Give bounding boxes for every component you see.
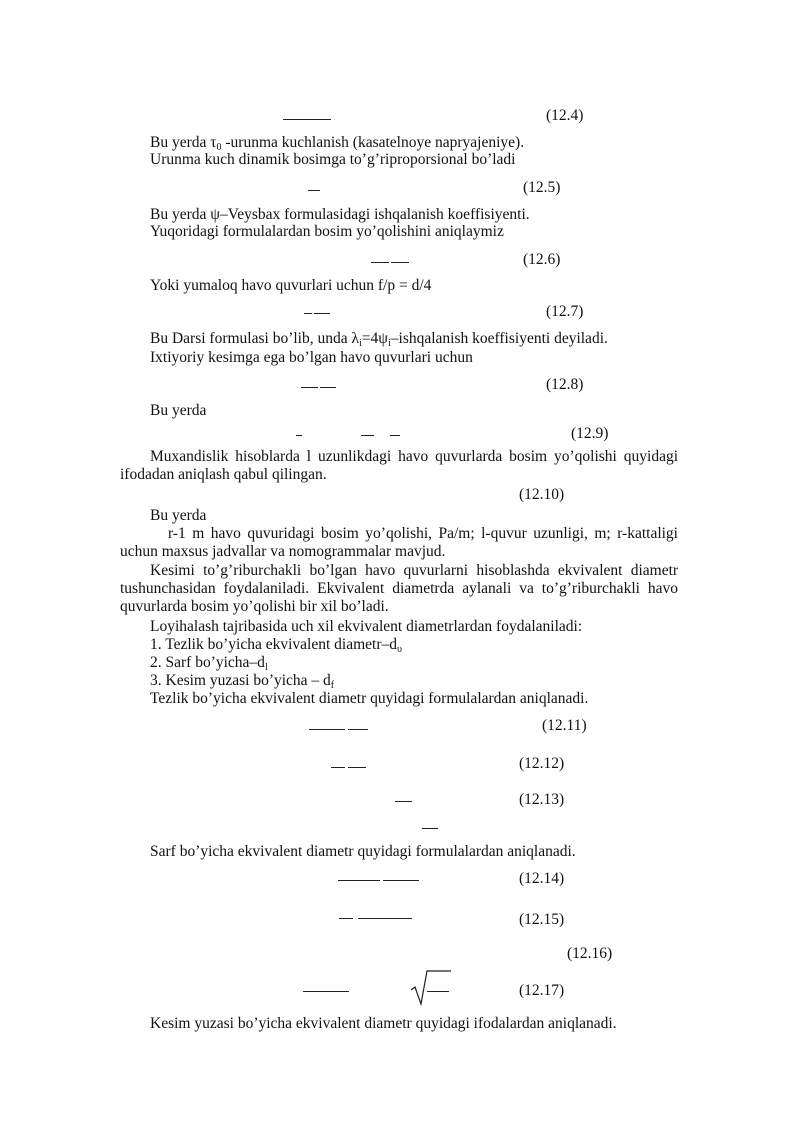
fraction-bar <box>395 801 412 802</box>
paragraph-line: Kesim yuzasi bo’yicha ekvivalent diametr quyidagi ifodalardan aniqlanadi. <box>150 1015 617 1032</box>
paragraph-line-justified: Kesimi to’g’riburchakli bo’lgan havo quvurlarni hisoblashda ekvivalent diametr <box>150 562 679 579</box>
equation-number: (12.7) <box>546 303 584 320</box>
fraction-bar <box>339 918 353 919</box>
equation-number: (12.10) <box>519 486 565 503</box>
fraction-bar <box>296 435 302 436</box>
fraction-bar <box>320 387 336 388</box>
paragraph-line: Bu Darsi formulasi bo’lib, unda $\lambda_i=4\psi_i$–ishqalanish koeffisiyenti deyiladi. <box>150 330 608 349</box>
equation-number: (12.13) <box>519 791 565 808</box>
paragraph-line: Bu yerda <box>150 402 207 419</box>
equation-number: (12.11) <box>542 717 587 734</box>
paragraph-line: Sarf bo’yicha ekvivalent diametr quyidagi formulalardan aniqlanadi. <box>150 843 576 860</box>
fraction-bar <box>348 767 366 768</box>
paragraph-line: Bu yerda <box>150 507 207 524</box>
paragraph-line: ifodadan aniqlash qabul qilingan. <box>120 466 327 483</box>
paragraph-line: Bu yerda $\tau_0$ -urunma kuchlanish (kasatelnoye napryajeniye). <box>150 134 525 153</box>
fraction-bar <box>361 435 374 436</box>
square-root-icon <box>410 968 452 1008</box>
paragraph-line: uchun maxsus jadvallar va nomogrammalar mavjud. <box>120 543 446 560</box>
fraction-bar <box>301 387 318 388</box>
equation-number: (12.17) <box>519 982 565 999</box>
equation-number: (12.4) <box>546 107 584 124</box>
list-item: 3. Kesim yuzasi bo’yicha – $d_f$ <box>150 672 335 691</box>
fraction-bar <box>391 262 409 263</box>
fraction-bar <box>304 313 312 314</box>
equation-number: (12.9) <box>571 425 609 442</box>
fraction-bar <box>358 918 412 919</box>
paragraph-line: quvurlarda bosim yo’qolishi bir xil bo’ladi. <box>120 598 389 615</box>
paragraph-line: Loyihalash tajribasida uch xil ekvivalent diametrlardan foydalaniladi: <box>150 618 583 635</box>
equation-number: (12.16) <box>567 945 613 962</box>
paragraph-line: Ixtiyoriy kesimga ega bo’lgan havo quvurlari uchun <box>150 349 473 366</box>
fraction-bar <box>338 880 380 881</box>
paragraph-line: Bu yerda ψ–Veysbax formulasidagi ishqalanish koeffisiyenti. <box>150 206 530 223</box>
equation-number: (12.8) <box>546 376 584 393</box>
fraction-bar <box>371 262 389 263</box>
equation-number: (12.12) <box>519 755 565 772</box>
paragraph-line: Yoki yumaloq havo quvurlari uchun f/p = d/4 <box>150 277 432 294</box>
fraction-bar <box>422 828 438 829</box>
paragraph-line: Yuqoridagi formulalardan bosim yo’qolishini aniqlaymiz <box>150 223 504 240</box>
fraction-bar <box>331 767 345 768</box>
fraction-bar <box>308 190 320 191</box>
list-item: 1. Tezlik bo’yicha ekvivalent diametr–$d_\upsilon$ <box>150 636 402 655</box>
fraction-bar <box>390 435 400 436</box>
equation-number: (12.6) <box>523 251 561 268</box>
fraction-bar <box>348 729 368 730</box>
paragraph-line-justified: tushunchasidan foydalaniladi. Ekvivalent diametrda aylanali va to’g’riburchakli havo <box>120 580 679 597</box>
fraction-bar <box>314 313 330 314</box>
paragraph-line-justified: Muxandislik hisoblarda l uzunlikdagi havo quvurlarda bosim yo’qolishi quyidagi <box>150 448 679 465</box>
fraction-bar <box>383 880 419 881</box>
paragraph-line-justified: r-1 m havo quvuridagi bosim yo’qolishi, Pa/m; l-quvur uzunligi, m; r-kattaligi <box>168 525 678 542</box>
paragraph-line: Tezlik bo’yicha ekvivalent diametr quyidagi formulalardan aniqlanadi. <box>150 690 589 707</box>
fraction-bar <box>309 729 345 730</box>
equation-number: (12.5) <box>523 179 561 196</box>
fraction-bar <box>303 991 349 992</box>
equation-number: (12.14) <box>519 870 565 887</box>
list-item: 2. Sarf $bo’yicha-d_l$ <box>150 654 268 673</box>
fraction-bar <box>283 119 331 120</box>
equation-number: (12.15) <box>519 911 565 928</box>
paragraph-line: Urunma kuch dinamik bosimga to’g’riproporsional bo’ladi <box>150 151 516 168</box>
